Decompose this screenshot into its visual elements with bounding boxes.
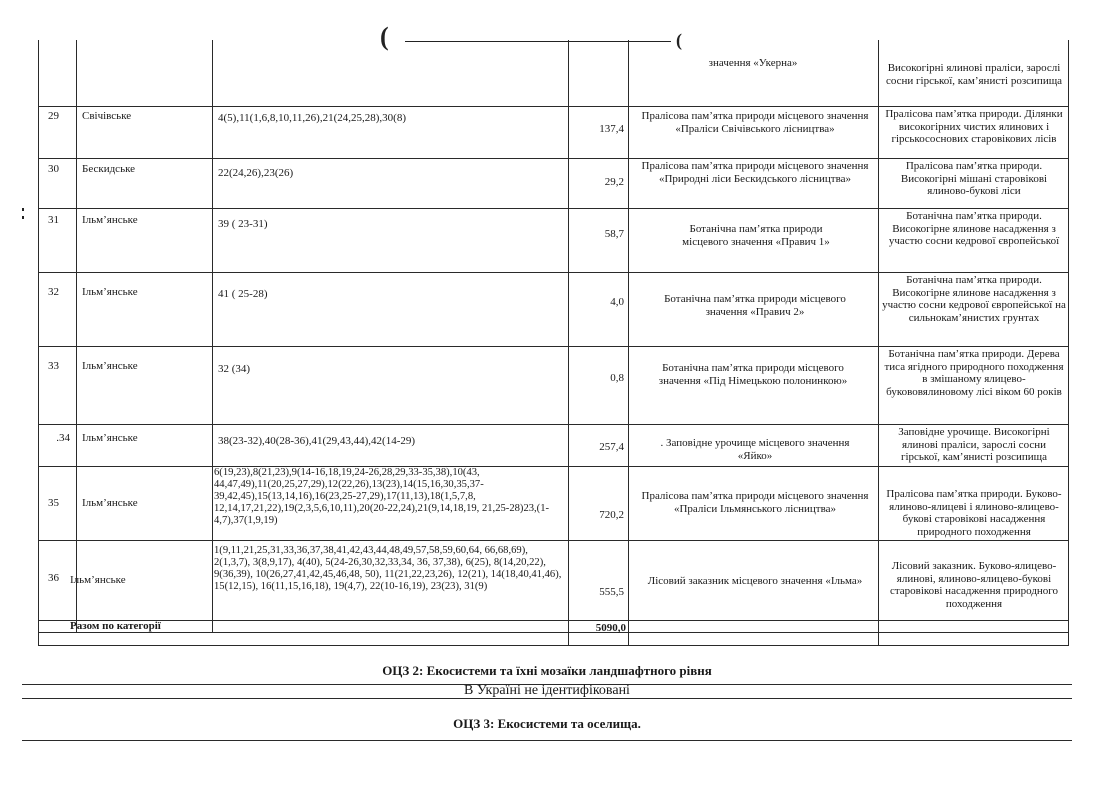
row-line	[38, 272, 1069, 273]
section-line	[22, 740, 1072, 741]
grid-line	[628, 40, 629, 645]
row-29-description: Пралісова пам’ятка природи. Ділянки високогірних чистих ялинових і гірськососнових старовікових лісів	[885, 108, 1063, 145]
row-35-num: 35	[48, 497, 59, 509]
row-35-protection: Пралісова пам’ятка природи місцевого значення «Праліси Ільмянського лісництва»	[641, 490, 869, 515]
row-30-area: 29,2	[604, 176, 624, 188]
row-31-protection: Ботанічна пам’ятка природи місцевого значення «Правич 1»	[682, 223, 830, 248]
grid-line	[568, 40, 569, 645]
grid-line	[212, 40, 213, 632]
row-36-description: Лісовий заказник. Буково-ялицево-ялинові, ялиново-ялицево-букові старовікові насадження природного походження	[889, 560, 1059, 610]
grid-line	[878, 40, 879, 645]
top-row-description: Високогірні ялинові праліси, зарослі сосни гірської, кам’янисті розсипища	[885, 62, 1063, 87]
ots3-title: ОЦЗ 3: Екосистеми та оселища.	[453, 716, 641, 731]
row-29-num: 29	[48, 110, 59, 122]
grid-line	[38, 40, 39, 645]
row-30-quarters: 22(24,26),23(26)	[218, 167, 294, 179]
row-30-protection: Пралісова пам’ятка природи місцевого значення «Природні ліси Бескидського лісництва»	[641, 160, 869, 185]
row-29-name: Свічівське	[82, 110, 132, 122]
row-31-num: 31	[48, 214, 59, 226]
row-36-area: 555,5	[599, 586, 624, 598]
grid-line	[76, 40, 77, 632]
row-36-protection: Лісовий заказник місцевого значення «Ільма»	[647, 575, 863, 587]
row-31-area: 58,7	[604, 228, 624, 240]
row-31-name: Ільм’янське	[82, 214, 138, 226]
scan-line-top	[405, 41, 671, 42]
row-33-protection: Ботанічна пам’ятка природи місцевого значення «Під Німецькою полонинкою»	[658, 362, 848, 387]
row-line	[38, 424, 1069, 425]
row-33-quarters: 32 (34)	[218, 363, 251, 375]
scan-mark-right: (	[676, 30, 682, 50]
row-34-num: .34	[56, 432, 70, 444]
row-30-num: 30	[48, 163, 59, 175]
row-33-area: 0,8	[610, 372, 624, 384]
row-29-protection: Пралісова пам’ятка природи місцевого значення «Праліси Свічівського лісництва»	[641, 110, 869, 135]
row-32-quarters: 41 ( 25-28)	[218, 288, 268, 300]
row-line	[38, 106, 1069, 107]
row-line	[38, 346, 1069, 347]
scan-dot-2	[22, 216, 24, 219]
row-35-description: Пралісова пам’ятка природи. Буково-ялиново-ялицеві і ялиново-ялицево-букові старовікові насадження природного походження	[886, 488, 1062, 538]
row-36-quarters: 1(9,11,21,25,31,33,36,37,38,41,42,43,44,48,49,57,58,59,60,64, 66,68,69), 2(1,3,7), 3(8,9,17), 4(40), 5(24-26,30,32,33,34, 36, 37,38), 6(25), 8(14,20,22), 9(36,39), 10(26,27,41,42,45,46,48, 50), 11(21,22,23,26), 12(21), 14(18,40,41,46), 15(12,15), 16(11,15,16,18), 19(4,7), 22(10-16,19), 23(23), 31(9)	[214, 545, 562, 592]
row-29-quarters: 4(5),11(1,6,8,10,11,26),21(24,25,28),30(8)	[218, 112, 406, 124]
row-34-protection: . Заповідне урочище місцевого значення «Яйко»	[660, 437, 850, 462]
section-line	[22, 698, 1072, 699]
row-33-name: Ільм’янське	[82, 360, 138, 372]
row-35-name: Ільм’янське	[82, 497, 138, 509]
row-32-protection: Ботанічна пам’ятка природи місцевого значення «Правич 2»	[664, 293, 846, 318]
row-36-name: Ільм’янське	[70, 574, 126, 586]
row-35-quarters: 6(19,23),8(21,23),9(14-16,18,19,24-26,28,29,33-35,38),10(43, 44,47,49),11(20,25,27,29),12(22,26),13(23),14(15,16,30,35,37- 39,42,45),15(13,14,16),16(23,25-27,29),17(11,13),18(1,5,7,8, 12,14,17,21,22),19(2,3,5,6,10,11),20(20-22,24),21(9,14,18,19, 21,25-28)23,(1-4,7),37(1,9,19)	[214, 467, 550, 526]
row-35-area: 720,2	[599, 509, 624, 521]
row-line	[38, 645, 1069, 646]
row-32-area: 4,0	[610, 296, 624, 308]
row-34-area: 257,4	[599, 441, 624, 453]
row-31-description: Ботанічна пам’ятка природи. Високогірне ялинове насадження з участю сосни кедрової європейської	[888, 210, 1060, 247]
row-30-name: Бескидське	[82, 163, 136, 175]
scan-mark-left: (	[380, 22, 389, 51]
ots2-title: ОЦЗ 2: Екосистеми та їхні мозаїки ландшафтного рівня	[382, 663, 712, 678]
row-36-num: 36	[48, 572, 59, 584]
row-line	[38, 208, 1069, 209]
row-32-name: Ільм’янське	[82, 286, 138, 298]
row-30-description: Пралісова пам’ятка природи. Високогірні мішані старовікові ялиново-букові ліси	[900, 160, 1048, 197]
grid-line	[1068, 40, 1069, 645]
row-33-num: 33	[48, 360, 59, 372]
row-34-quarters: 38(23-32),40(28-36),41(29,43,44),42(14-29)	[218, 435, 416, 447]
row-line	[38, 158, 1069, 159]
row-34-description: Заповідне урочище. Високогірні ялинові праліси, зарослі сосни гірської, кам’янисті розсипища	[898, 426, 1050, 463]
total-value: 5090,0	[595, 622, 626, 634]
row-32-num: 32	[48, 286, 59, 298]
row-33-description: Ботанічна пам’ятка природи. Дерева тиса ягідного природного походження в змішаному ялицево-букововялиновому лісі віком 60 років	[884, 348, 1064, 398]
top-row-protection: значення «Укерна»	[708, 57, 798, 69]
row-line	[38, 540, 1069, 541]
row-29-area: 137,4	[599, 123, 624, 135]
ots2-note: В Україні не ідентифіковані	[464, 683, 630, 698]
total-label: Разом по категорії	[70, 620, 161, 632]
row-32-description: Ботанічна пам’ятка природи. Високогірне ялинове насадження з участю сосни кедрової європейської на сильнокам’янистих грунтах	[882, 274, 1066, 324]
row-31-quarters: 39 ( 23-31)	[218, 218, 268, 230]
row-34-name: Ільм’янське	[82, 432, 138, 444]
scan-dot-1	[22, 208, 24, 211]
